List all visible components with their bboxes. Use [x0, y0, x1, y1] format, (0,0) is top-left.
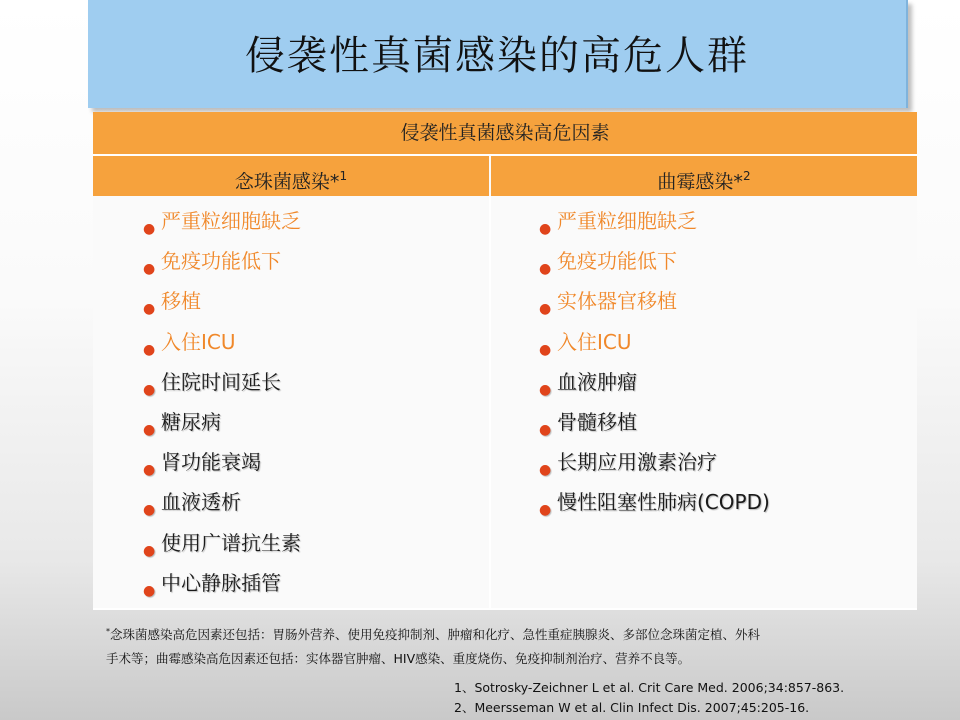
column-divider [489, 196, 491, 608]
candida-item [143, 284, 301, 324]
aspergillus-item [539, 284, 770, 324]
aspergillus-item [539, 204, 770, 244]
candida-item [143, 365, 301, 405]
bullet-icon: ● [143, 301, 156, 318]
column-header-aspergillus-ref: 2 [742, 169, 751, 183]
candida-item [143, 445, 301, 485]
aspergillus-item-text: 骨髓移植 [557, 409, 637, 434]
aspergillus-item-text: 免疫功能低下 [557, 249, 677, 274]
candida-item [143, 485, 301, 525]
candida-item-text: 住院时间延长 [161, 369, 281, 394]
bullet-icon: ● [539, 301, 552, 318]
aspergillus-item [539, 485, 770, 525]
aspergillus-risk-list [539, 204, 770, 526]
bullet-icon: ● [143, 462, 156, 479]
candida-item-text: 严重粒细胞缺乏 [161, 209, 301, 233]
aspergillus-item [539, 365, 770, 405]
references [454, 678, 844, 718]
column-header-aspergillus-label: 曲霉感染* [657, 171, 743, 193]
bullet-icon: ● [539, 381, 552, 398]
footnote-line-1 [106, 620, 946, 647]
aspergillus-item-text: 长期应用激素治疗 [557, 450, 717, 475]
bullet-icon: ● [539, 341, 552, 358]
reference-1: 1、Sotrosky-Zeichner L et al. Crit Care Med. 2006;34:857-863. [454, 680, 845, 695]
candida-item [143, 566, 301, 606]
candida-item-text: 血液透析 [161, 490, 241, 515]
aspergillus-item-text: 严重粒细胞缺乏 [557, 209, 697, 233]
column-header-aspergillus [491, 156, 917, 196]
candida-risk-list [143, 204, 301, 606]
candida-item [143, 405, 301, 445]
candida-item [143, 325, 301, 365]
candida-item [143, 244, 301, 284]
aspergillus-item [539, 244, 770, 284]
risk-factor-table [93, 112, 917, 608]
aspergillus-item [539, 325, 770, 365]
aspergillus-item-text: 实体器官移植 [557, 289, 677, 314]
candida-item-text: 免疫功能低下 [161, 249, 281, 274]
candida-item [143, 204, 301, 244]
bullet-icon: ● [143, 502, 156, 519]
footnote-mark: * [106, 627, 110, 636]
aspergillus-item-text: 慢性阻塞性肺病(COPD) [557, 490, 770, 515]
bullet-icon: ● [143, 381, 156, 398]
candida-item-text: 使用广谱抗生素 [161, 530, 301, 555]
bullet-icon: ● [143, 221, 156, 237]
slide-title: 侵袭性真菌感染的高危人群 [245, 33, 749, 79]
bullet-icon: ● [539, 421, 552, 438]
footnote [106, 620, 946, 671]
aspergillus-item [539, 405, 770, 445]
bullet-icon: ● [539, 261, 552, 278]
aspergillus-item [539, 445, 770, 485]
column-header-candida [93, 156, 489, 196]
bullet-icon: ● [143, 542, 156, 559]
table-header: 侵袭性真菌感染高危因素 [93, 112, 917, 156]
bullet-icon: ● [539, 462, 552, 479]
candida-item-text: 移植 [161, 289, 201, 314]
candida-item-text: 肾功能衰竭 [161, 450, 261, 475]
candida-item-text: 糖尿病 [161, 409, 221, 434]
candida-item-text: 中心静脉插管 [161, 570, 281, 595]
bullet-icon: ● [539, 502, 552, 519]
aspergillus-item-text: 血液肿瘤 [557, 369, 637, 394]
bullet-icon: ● [143, 341, 156, 358]
column-header-candida-ref: 1 [339, 169, 348, 183]
footnote-line-2: 手术等；曲霉感染高危因素还包括：实体器官肿瘤、HIV感染、重度烧伤、免疫抑制剂治疗、营养不良等。 [106, 651, 691, 666]
bullet-icon: ● [539, 221, 552, 237]
candida-item-text: 入住ICU [161, 329, 236, 354]
bullet-icon: ● [143, 582, 156, 599]
bullet-icon: ● [143, 261, 156, 278]
reference-2: 2、Meersseman W et al. Clin Infect Dis. 2007;45:205-16. [454, 700, 810, 715]
candida-item [143, 526, 301, 566]
footnote-line-1-text: 念珠菌感染高危因素还包括：胃肠外营养、使用免疫抑制剂、肿瘤和化疗、急性重症胰腺炎、多部位念珠菌定植、外科 [110, 627, 761, 642]
aspergillus-item-text: 入住ICU [557, 329, 632, 354]
bullet-icon: ● [143, 421, 156, 438]
column-header-candida-label: 念珠菌感染* [234, 171, 340, 193]
